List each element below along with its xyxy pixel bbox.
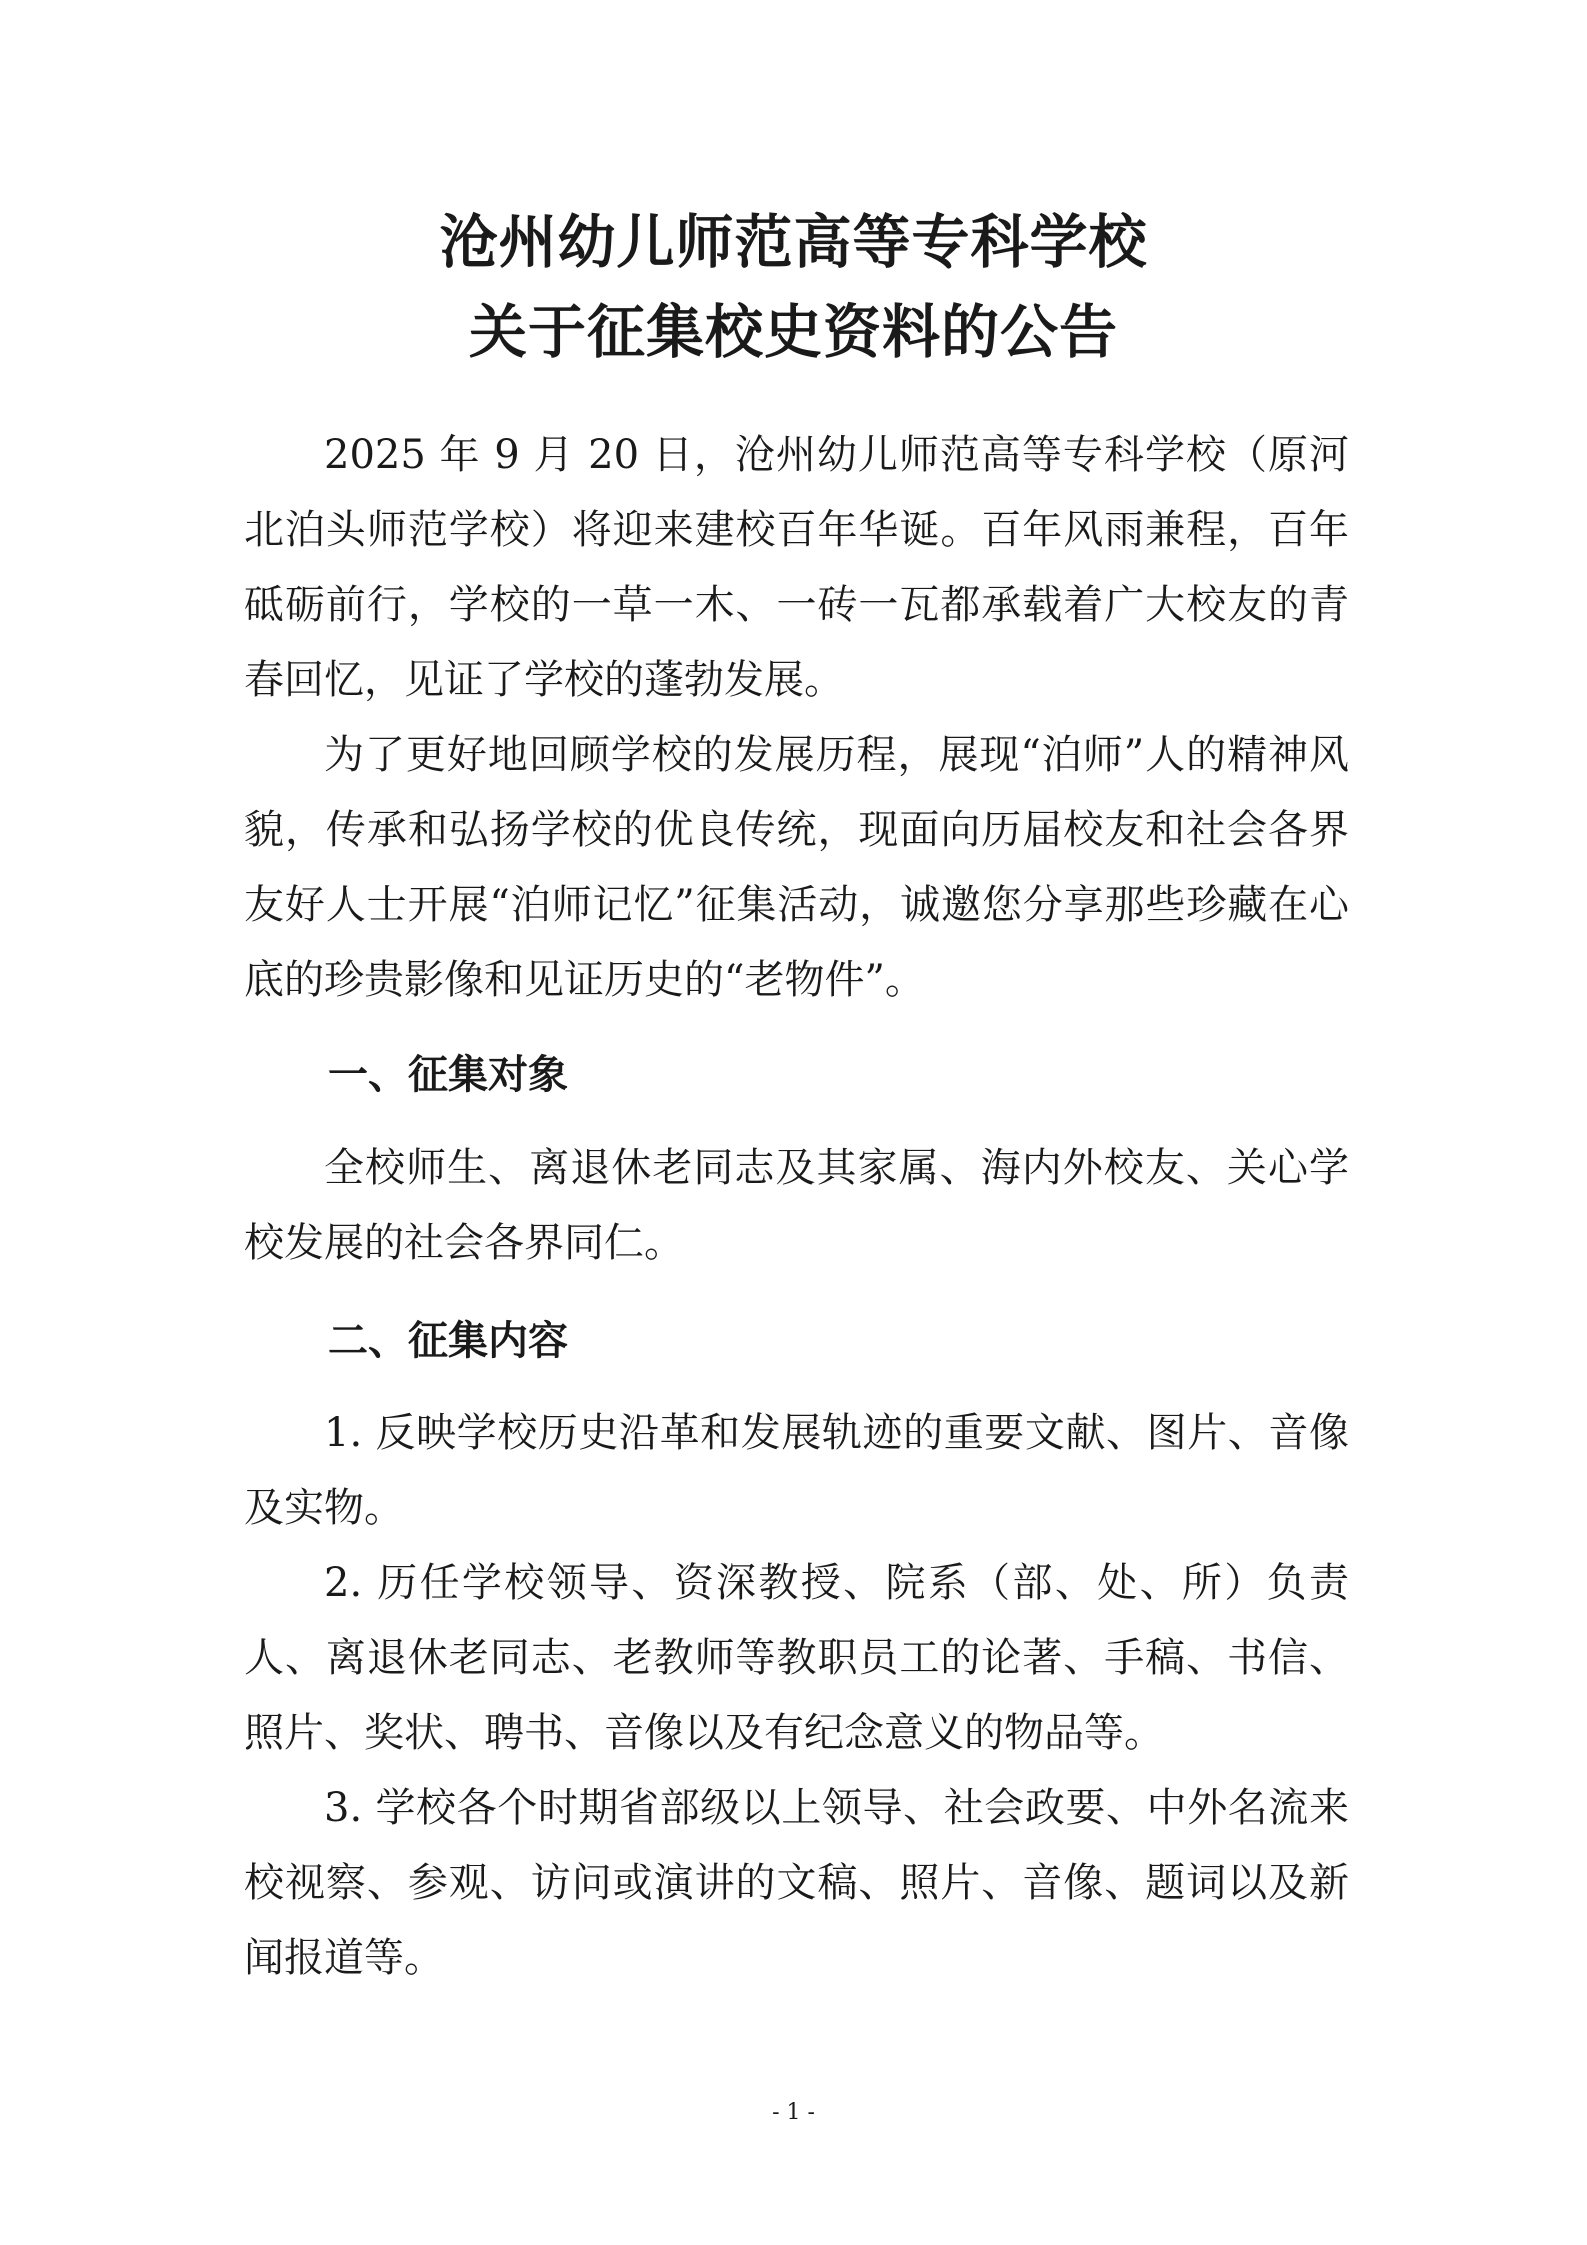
section-content-list (244, 1396, 1349, 1996)
intro-paragraph-invitation: 为了更好地回顾学校的发展历程，展现“泊师”人的精神风貌，传承和弘扬学校的优良传统，现面向历届校友和社会各界友好人士开展“泊师记忆”征集活动，诚邀您分享那些珍藏在心底的珍贵影像和见证历史的“老物件”。 (244, 732, 1349, 1003)
content-item-3: 3. 学校各个时期省部级以上领导、社会政要、中外名流来校视察、参观、访问或演讲的文稿、照片、音像、题词以及新闻报道等。 (244, 1785, 1349, 1981)
intro-section (244, 418, 1349, 1018)
document-title-line-2: 关于征集校史资料的公告 (468, 298, 1118, 366)
content-item-1: 1. 反映学校历史沿革和发展轨迹的重要文献、图片、音像及实物。 (244, 1410, 1349, 1531)
section-heading-targets: 一、征集对象 (328, 1052, 568, 1098)
document-title-line-1: 沧州幼儿师范高等专科学校 (439, 208, 1148, 276)
page-number: - 1 - (772, 2100, 815, 2125)
section-targets-body (244, 1131, 1349, 1281)
section-targets-paragraph: 全校师生、离退休老同志及其家属、海内外校友、关心学校发展的社会各界同仁。 (244, 1145, 1349, 1266)
section-heading-content: 二、征集内容 (328, 1318, 568, 1364)
content-item-2: 2. 历任学校领导、资深教授、院系（部、处、所）负责人、离退休老同志、老教师等教职员工的论著、手稿、书信、照片、奖状、聘书、音像以及有纪念意义的物品等。 (244, 1560, 1349, 1756)
intro-paragraph-anniversary: 2025 年 9 月 20 日，沧州幼儿师范高等专科学校（原河北泊头师范学校）将迎来建校百年华诞。百年风雨兼程，百年砥砺前行，学校的一草一木、一砖一瓦都承载着广大校友的青春回忆，见证了学校的蓬勃发展。 (244, 432, 1349, 703)
